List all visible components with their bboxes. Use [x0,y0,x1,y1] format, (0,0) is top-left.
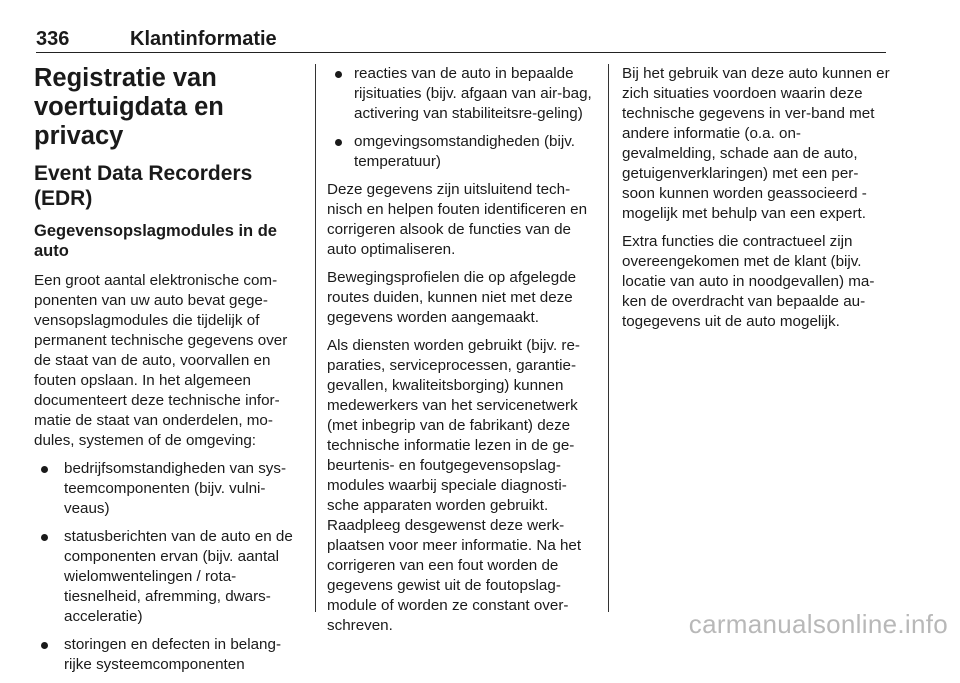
bullet-icon [335,139,342,146]
list-item-text: omgevingsomstandigheden (bijv. temperatuur) [354,133,575,170]
paragraph: Deze gegevens zijn uitsluitend tech-nisch en helpen fouten identificeren en corrigeren alsook de functies van de auto optimaliseren. [327,181,588,258]
watermark-link[interactable]: carmanualsonline.info [688,609,948,639]
list-item-text: statusberichten van de auto en de componenten ervan (bijv. aantal wielomwentelingen / rota-tiesnelheid, afremming, dwars-acceleratie) [64,528,293,625]
column-2 [327,64,595,644]
column-3 [622,64,890,340]
paragraph: Extra functies die contractueel zijn overeengekomen met de klant (bijv. locatie van auto in noodgevallen) ma-ken de overdracht van bepaalde au-togegevens uit de auto mogelijk. [622,233,875,330]
list-item-text: storingen en defecten in belang-rijke systeemcomponenten [64,636,282,673]
bullet-list [327,64,595,172]
list-item [327,64,595,124]
section-title: Klantinformatie [130,28,277,50]
bullet-list [34,459,302,675]
column-divider [608,64,609,612]
paragraph: Bij het gebruik van deze auto kunnen er zich situaties voordoen waarin deze technische gegevens in ver-band met andere informatie (o.a. on-gevalmelding, schade aan de auto, getuigenverklaringen) met een per-soon kunnen worden geassocieerd - mogelijk met behulp van een expert. [622,65,890,222]
paragraph: Als diensten worden gebruikt (bijv. re-paraties, serviceprocessen, garantie-gevallen, kwaliteitsborging) kunnen medewerkers van het servicenetwerk (met inbegrip van de fabrikant) deze technische informatie lezen in de ge-beurtenis- en foutgegevensopslag-modules waarbij speciale diagnosti-sche apparaten worden gebruikt. Raadpleeg desgewenst deze werk-plaatsen voor meer informatie. Na het corrigeren van een fout worden de gegevens gewist uit de foutopslag-module of worden ze constant over-schreven. [327,337,582,634]
list-item-text: bedrijfsomstandigheden van sys-teemcomponenten (bijv. vulni-veaus) [64,460,287,517]
list-item-text: reacties van de auto in bepaalde rijsituaties (bijv. afgaan van air-bag, activering van stabiliteitsre-geling) [354,65,592,122]
list-item [34,527,302,627]
bullet-icon [41,534,48,541]
list-item [34,635,302,675]
bullet-icon [41,466,48,473]
bullet-icon [335,71,342,78]
list-item [327,132,595,172]
section-heading: Event Data Recorders (EDR) [34,162,253,210]
page-number: 336 [36,28,70,50]
intro-paragraph: Een groot aantal elektronische com-ponenten van uw auto bevat gege-vensopslagmodules die tijdelijk of permanent technische gegevens over de staat van de auto, voorvallen en fouten opslaan. In het algemeen documenteert deze technische infor-matie de staat van onderdelen, mo-dules, systemen of de omgeving: [34,272,288,449]
bullet-icon [41,642,48,649]
page-title: Registratie van voertuigdata en privacy [34,64,224,150]
list-item [34,459,302,519]
subsection-heading: Gegevensopslagmodules in de auto [34,222,277,260]
column-divider [315,64,316,612]
page-header [36,28,886,53]
paragraph: Bewegingsprofielen die op afgelegde routes duiden, kunnen niet met deze gegevens worden aangemaakt. [327,269,577,326]
column-1 [34,64,302,683]
